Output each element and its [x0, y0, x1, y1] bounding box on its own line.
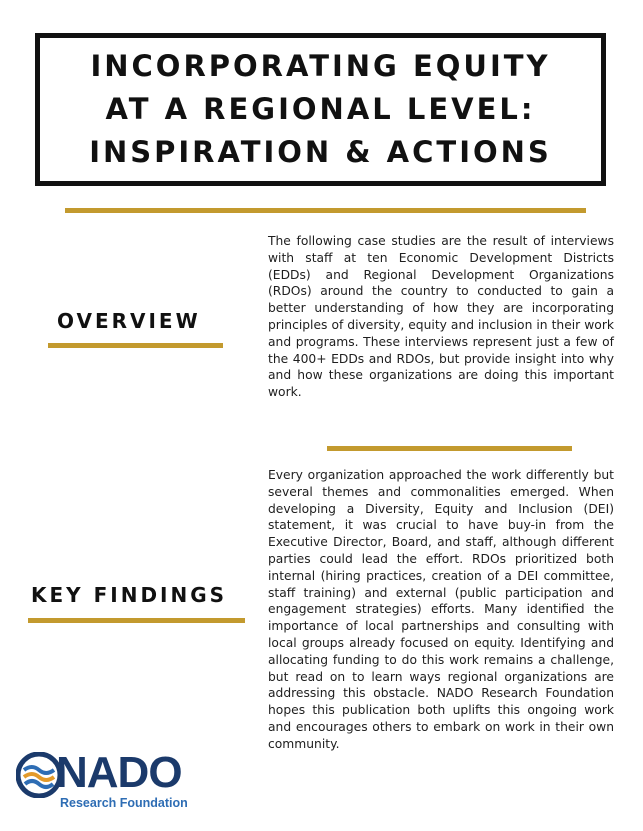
overview-paragraph: The following case studies are the result of interviews with staff at ten Economic Development Districts (EDDs) and Regional Development Organizations (RDOs) around the country to conducted to gain a better understanding of how they are incorporating principles of diversity, equity and inclusion in their work and programs. These interviews represent just a few of the 400+ EDDs and RDOs, but provide insight into why and how these organizations are doing this important work.: [268, 234, 614, 400]
logo-wordmark: NADO: [56, 748, 182, 797]
nado-logo: [16, 748, 221, 814]
section-divider: [327, 446, 572, 451]
title-divider: [65, 208, 586, 213]
key-findings-heading: KEY FINDINGS: [31, 583, 228, 607]
key-findings-underline: [28, 618, 245, 623]
title-line-1: INCORPORATING EQUITY: [90, 49, 551, 83]
overview-heading: OVERVIEW: [57, 309, 201, 333]
title-box: [35, 33, 606, 186]
title-line-2: AT A REGIONAL LEVEL:: [105, 92, 536, 126]
title-line-3: INSPIRATION & ACTIONS: [89, 135, 552, 169]
key-findings-paragraph: Every organization approached the work differently but several themes and commonalities emerged. When developing a Diversity, Equity and Inclusion (DEI) statement, it was crucial to have buy-in from the Executive Director, Board, and staff, although different parties could lead the effort. RDOs prioritized both internal (hiring practices, creation of a DEI committee, staff training) and external (public participation and engagement strategies) efforts. Many identified the importance of local partnerships and consulting with local groups already focused on equity. Identifying and allocating funding to do this work remains a challenge, but read on to learn ways regional organizations are addressing this obstacle. NADO Research Foundation hopes this publication both uplifts this ongoing work and encourages others to embark on work in their own community.: [268, 468, 614, 751]
overview-underline: [48, 343, 223, 348]
logo-subtitle: Research Foundation: [60, 796, 188, 810]
